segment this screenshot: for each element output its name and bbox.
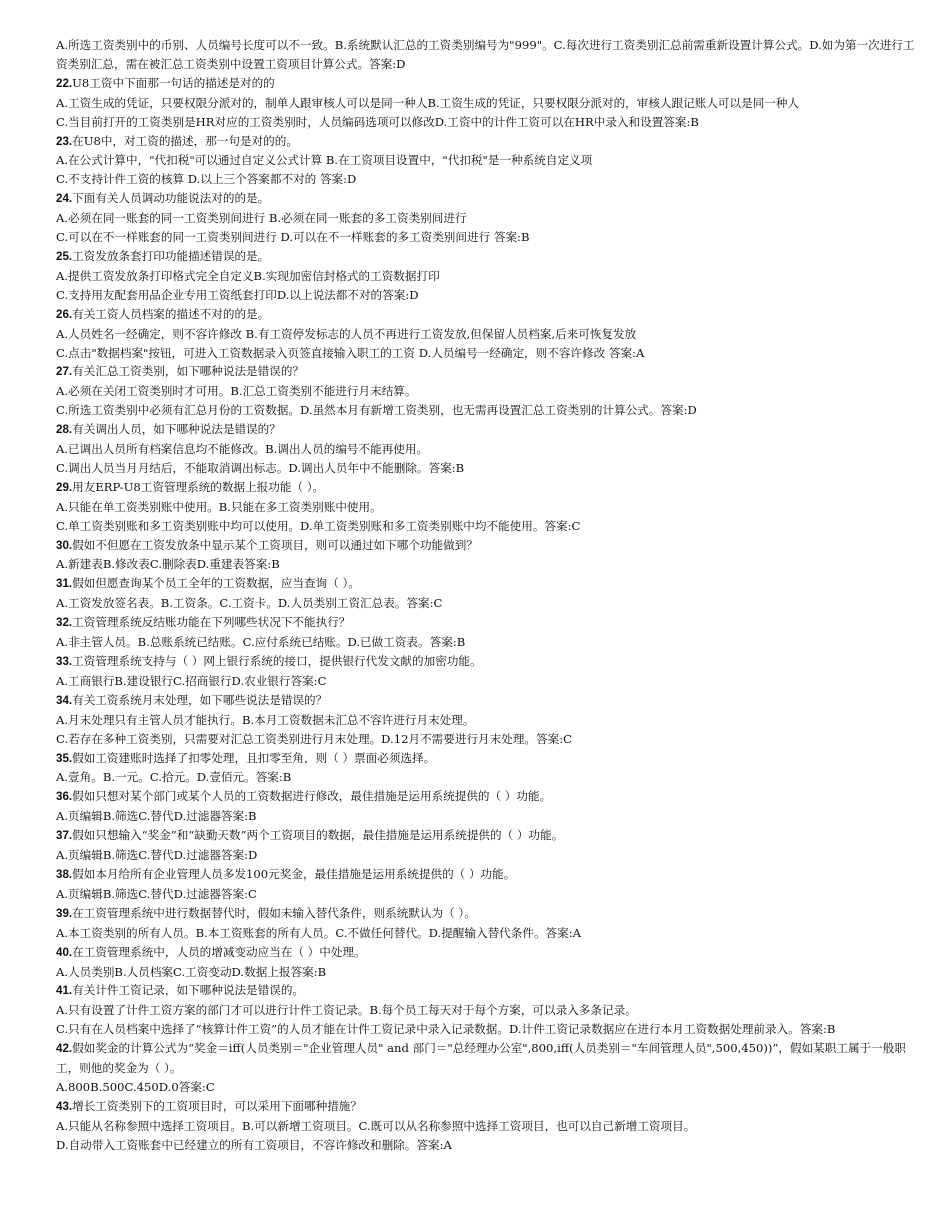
answer-line [56,807,920,826]
answer-line [56,382,920,401]
line-text: A.工商银行B.建设银行C.招商银行D.农业银行答案:C [56,673,327,688]
line-text: A.页编辑B.筛选C.替代D.过滤器答案:D [56,848,258,863]
question-line [56,749,920,769]
line-text: C.调出人员当月月结后，不能取消调出标志。D.调出人员年中不能删除。答案:B [56,460,465,475]
question-line [56,826,920,846]
question-line [56,613,920,633]
answer-line [56,151,920,170]
question-text: 假如本月给所有企业管理人员多发100元奖金，最佳措施是运用系统提供的（ ）功能。 [72,866,516,881]
answer-line [56,459,920,478]
question-text: 有关计件工资记录，如下哪种说法是错误的。 [72,983,305,998]
question-line [56,305,920,325]
question-text: 下面有关人员调动功能说法对的的是。 [72,191,270,206]
answer-line [56,209,920,228]
question-text: 有关工资人员档案的描述不对的的是。 [72,306,270,321]
answer-line [56,286,920,305]
question-text: 增长工资类别下的工资项目时，可以采用下面哪种措施？ [72,1098,362,1113]
question-text: 有关工资系统月末处理，如下哪些说法是错误的？ [72,692,328,707]
answer-line [56,94,920,113]
question-number: 41. [56,984,73,998]
line-text: A.壹角。B.一元。C.拾元。D.壹佰元。答案:B [56,770,292,785]
answer-line [56,228,920,247]
answer-line [56,711,920,730]
line-text: C.若存在多种工资类别，只需要对汇总工资类别进行月末处理。D.12月不需要进行月末处理。答案:C [56,731,572,746]
answer-line [56,633,920,652]
question-text: 假如不但愿在工资发放条中显示某个工资项目，则可以通过如下哪个功能做到？ [72,537,478,552]
question-text: 假如工资建账时选择了扣零处理，且扣零至角，则（ ）票面必须选择。 [72,750,436,765]
answer-line [56,594,920,613]
line-text: A.必须在同一账套的同一工资类别间进行 B.必须在同一账套的多工资类别间进行 [56,211,467,226]
line-text: A.提供工资发放条打印格式完全自定义B.实现加密信封格式的工资数据打印 [56,268,440,283]
answer-line [56,924,920,943]
question-number: 30. [56,538,73,552]
answer-line [56,730,920,749]
line-text: A.非主管人员。B.总账系统已结账。C.应付系统已结账。D.已做工资表。答案:B [56,635,466,650]
question-number: 24. [56,192,73,206]
line-text: A.所选工资类别中的币别、人员编号长度可以不一致。B.系统默认汇总的工资类别编号为"999"。C.每次进行工资类别汇总前需重新设置计算公式。D.如为第一次进行工资类别汇总，需在被汇总工资类别中设置工资项目计算公式。答案:D [56,38,915,71]
question-number: 42. [56,1042,73,1056]
answer-line [56,1136,920,1155]
line-text: A.只有设置了计件工资方案的部门才可以进行计件工资记录。B.每个员工每天对于每个方案，可以录入多条记录。 [56,1003,637,1018]
question-line [56,1097,920,1117]
question-line [56,652,920,672]
answer-line [56,846,920,865]
answer-line [56,517,920,536]
question-number: 22. [56,76,73,90]
line-text: C.点击"数据档案"按钮，可进入工资数据录入页签直接输入职工的工资 D.人员编号一经确定，则不容许修改 答案:A [56,345,645,360]
question-line [56,943,920,963]
question-text: 用友ERP-U8工资管理系统的数据上报功能（ ）。 [72,479,325,494]
question-number: 39. [56,906,73,920]
line-text: A.800B.500C.450D.0答案:C [56,1079,215,1094]
line-text: A.只能在单工资类别账中使用。B.只能在多工资类别账中使用。 [56,499,382,514]
question-text: 假如只想输入“奖金”和“缺勤天数”两个工资项目的数据，最佳措施是运用系统提供的（ ）功能。 [72,828,564,843]
line-text: C.当目前打开的工资类别是HR对应的工资类别时，人员编码选项可以修改D.工资中的计件工资可以在HR中录入和设置答案:B [56,114,699,129]
line-text: A.页编辑B.筛选C.替代D.过滤器答案:C [56,886,257,901]
question-number: 25. [56,249,73,263]
question-text: 在U8中，对工资的描述，那一句是对的的。 [72,133,298,148]
answer-line [56,498,920,517]
question-line [56,420,920,440]
line-text: A.本工资类别的所有人员。B.本工资账套的所有人员。C.不做任何替代。D.提醒输入替代条件。答案:A [56,925,582,940]
answer-line [56,36,920,74]
line-text: C.不支持计件工资的核算 D.以上三个答案都不对的 答案:D [56,172,357,187]
question-line [56,574,920,594]
question-text: 工资管理系统支持与（ ）网上银行系统的接口，提供银行代发文献的加密功能。 [72,654,482,668]
question-line [56,362,920,382]
answer-line [56,1078,920,1097]
question-text: 假如只想对某个部门或某个人员的工资数据进行修改，最佳措施是运用系统提供的（ ）功能。 [72,789,552,804]
question-number: 35. [56,751,73,765]
question-number: 23. [56,134,73,148]
question-line [56,74,920,94]
question-number: 26. [56,307,73,321]
question-text: 有关调出人员，如下哪种说法是错误的？ [72,422,281,437]
answer-line [56,672,920,691]
answer-line [56,113,920,132]
line-text: C.单工资类别账和多工资类别账中均可以使用。D.单工资类别账和多工资类别账中均不能使用。答案:C [56,518,581,533]
answer-line [56,440,920,459]
question-number: 32. [56,616,73,630]
line-text: A.已调出人员所有档案信息均不能修改。B.调出人员的编号不能再使用。 [56,442,429,457]
line-text: A.人员类别B.人员档案C.工资变动D.数据上报答案:B [56,964,327,979]
question-line [56,691,920,711]
line-text: A.工资发放签名表。B.工资条。C.工资卡。D.人员类别工资汇总表。答案:C [56,596,443,611]
question-text: 工资发放条套打印功能描述错误的是。 [72,248,270,263]
question-line [56,478,920,498]
question-line [56,132,920,152]
question-line [56,904,920,924]
line-text: A.新建表B.修改表C.删除表D.重建表答案:B [56,557,280,572]
answer-line [56,768,920,787]
question-line [56,981,920,1001]
question-line [56,536,920,556]
answer-line [56,344,920,363]
answer-line [56,170,920,189]
line-text: A.在公式计算中，"代扣税"可以通过自定义公式计算 B.在工资项目设置中，"代扣税"是一种系统自定义项 [56,153,593,168]
question-number: 37. [56,829,73,843]
question-number: 27. [56,365,73,379]
line-text: C.只有在人员档案中选择了“核算计件工资”的人员才能在计件工资记录中录入记录数据。D.计件工资记录数据应在进行本月工资数据处理前录入。答案:B [56,1022,836,1037]
line-text: A.月末处理只有主管人员才能执行。B.本月工资数据未汇总不容许进行月末处理。 [56,712,475,727]
question-text: 工资管理系统反结账功能在下列哪些状况下不能执行？ [72,615,351,630]
line-text: C.支持用友配套用品企业专用工资纸套打印D.以上说法都不对的答案:D [56,287,419,302]
answer-line [56,555,920,574]
line-text: C.所选工资类别中必须有汇总月份的工资数据。D.虽然本月有新增工资类别，也无需再设置汇总工资类别的计算公式。答案:D [56,403,697,418]
answer-line [56,1001,920,1020]
question-number: 38. [56,867,73,881]
question-number: 34. [56,693,73,707]
question-line [56,787,920,807]
answer-line [56,1020,920,1039]
question-number: 40. [56,945,73,959]
answer-line [56,1117,920,1136]
answer-line [56,963,920,982]
question-text: 在工资管理系统中，人员的增减变动应当在（ ）中处理。 [72,944,366,959]
question-line [56,189,920,209]
line-text: A.页编辑B.筛选C.替代D.过滤器答案:B [56,809,257,824]
answer-line [56,325,920,344]
question-line [56,1039,920,1078]
question-text: U8工资中下面那一句话的描述是对的的 [72,75,275,90]
question-number: 33. [56,655,73,668]
question-number: 36. [56,790,73,804]
answer-line [56,885,920,904]
answer-line [56,401,920,420]
line-text: C.可以在不一样账套的同一工资类别间进行 D.可以在不一样账套的多工资类别间进行 答案:B [56,230,530,245]
line-text: D.自动带入工资账套中已经建立的所有工资项目，不容许修改和删除。答案:A [56,1137,452,1152]
answer-line [56,267,920,286]
line-text: A.必须在关闭工资类别时才可用。B.汇总工资类别不能进行月末结算。 [56,384,417,399]
question-text: 有关汇总工资类别，如下哪种说法是错误的？ [72,364,305,379]
question-text: 假如但愿查询某个员工全年的工资数据，应当查询（ ）。 [72,576,360,591]
line-text: A.工资生成的凭证，只要权限分派对的，制单人跟审核人可以是同一种人B.工资生成的凭证，只要权限分派对的，审核人跟记账人可以是同一种人 [56,95,800,110]
question-text: 假如奖金的计算公式为“奖金＝iff(人员类别＝"企业管理人员" and 部门＝"总经理办公室",800,iff(人员类别＝"车间管理人员",500,450))”，假如某职工属于一般职工，则他的奖金为（ ）。 [56,1041,906,1076]
question-number: 29. [56,480,73,494]
question-number: 31. [56,577,73,591]
question-number: 28. [56,423,73,437]
question-line [56,247,920,267]
line-text: A.只能从名称参照中选择工资项目。B.可以新增工资项目。C.既可以从名称参照中选择工资项目，也可以自己新增工资项目。 [56,1118,696,1133]
line-text: A.人员姓名一经确定，则不容许修改 B.有工资停发标志的人员不再进行工资发放,但保留人员档案,后来可恢复发放 [56,326,637,341]
question-text: 在工资管理系统中进行数据替代时，假如未输入替代条件，则系统默认为（ ）。 [72,905,476,920]
question-number: 43. [56,1099,73,1113]
question-line [56,865,920,885]
